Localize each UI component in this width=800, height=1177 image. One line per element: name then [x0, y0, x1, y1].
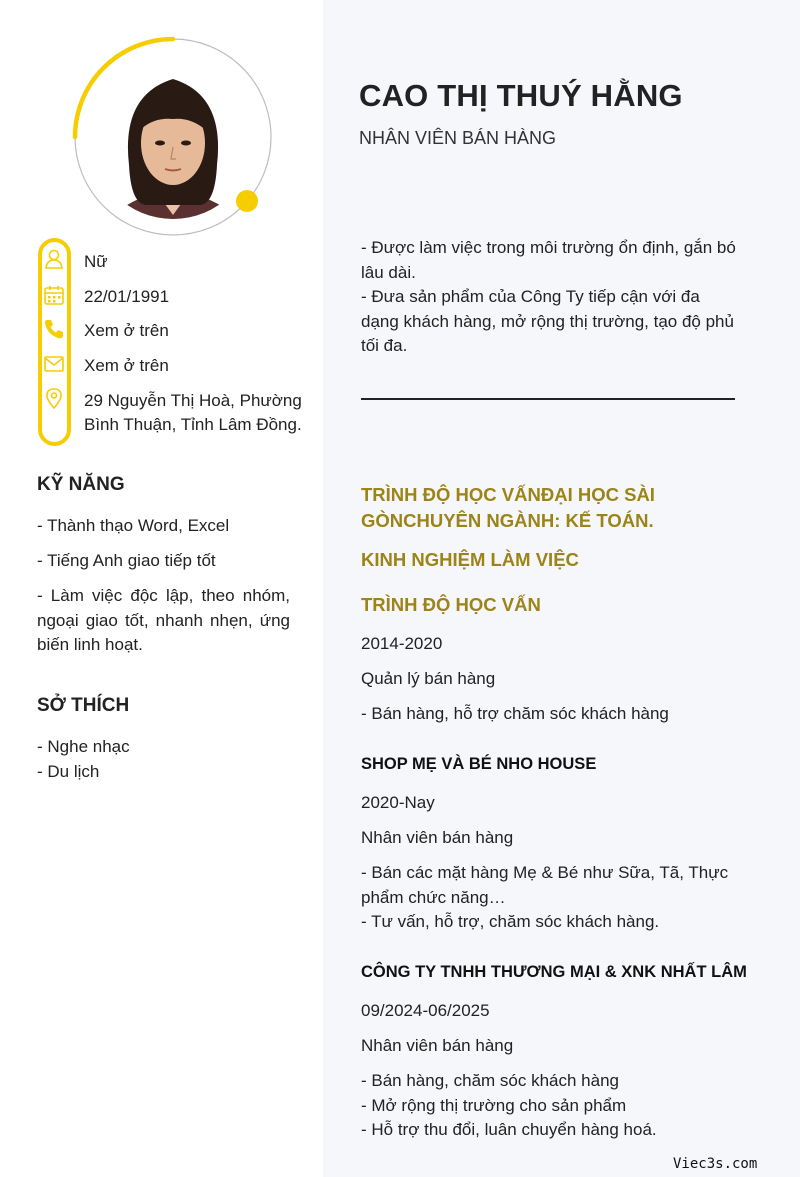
skill-item: - Làm việc độc lập, theo nhóm, ngoại giao tốt, nhanh nhẹn, ứng biến linh hoạt.: [37, 586, 290, 654]
candidate-name: CAO THỊ THUÝ HẰNG: [359, 78, 683, 113]
skill-item: - Tiếng Anh giao tiếp tốt: [37, 551, 216, 570]
entry-detail: - Hỗ trợ thu đổi, luân chuyển hàng hoá.: [361, 1120, 657, 1139]
location-pin-icon: [43, 387, 65, 409]
entry-position: Nhân viên bán hàng: [361, 1036, 514, 1055]
education-heading: TRÌNH ĐỘ HỌC VẤN: [361, 594, 541, 615]
divider: [361, 398, 735, 400]
phone-icon: [43, 318, 65, 340]
entry-details: [361, 861, 731, 935]
avatar: [72, 36, 274, 238]
entry-position: Quản lý bán hàng: [361, 669, 496, 688]
email-text: Xem ở trên: [84, 356, 169, 375]
hobby-item: - Du lịch: [37, 762, 100, 781]
birthday-text: 22/01/1991: [84, 287, 170, 306]
footer-watermark[interactable]: Viec3s.com: [673, 1156, 758, 1172]
address-line-2: Bình Thuận, Tỉnh Lâm Đồng.: [84, 415, 302, 434]
entry-detail: - Bán các mặt hàng Mẹ & Bé như Sữa, Tã, Thực phẩm chức năng…: [361, 863, 729, 907]
phone-text: Xem ở trên: [84, 321, 169, 340]
entry-period: 2014-2020: [361, 634, 443, 653]
entry-company: CÔNG TY TNHH THƯƠNG MẠI & XNK NHẤT LÂM: [361, 963, 747, 981]
entry-detail: - Tư vấn, hỗ trợ, chăm sóc khách hàng.: [361, 912, 660, 931]
entry-position: Nhân viên bán hàng: [361, 828, 514, 847]
address-line-1: 29 Nguyễn Thị Hoà, Phường: [84, 391, 302, 410]
entry-detail: - Bán hàng, hỗ trợ chăm sóc khách hàng: [361, 704, 669, 723]
entry-company: SHOP MẸ VÀ BÉ NHO HOUSE: [361, 755, 597, 773]
education-summary: TRÌNH ĐỘ HỌC VẤNĐẠI HỌC SÀI GÒNCHUYÊN NGÀNH: KẾ TOÁN.: [361, 484, 655, 531]
mail-icon: [43, 353, 65, 375]
entry-period: 09/2024-06/2025: [361, 1001, 490, 1020]
gender-text: Nữ: [84, 252, 108, 271]
objective-line: - Được làm việc trong môi trường ổn định, gắn bó lâu dài.: [361, 238, 736, 282]
entry-period: 2020-Nay: [361, 793, 435, 812]
skill-item: - Thành thạo Word, Excel: [37, 516, 230, 535]
entry-detail: - Bán hàng, chăm sóc khách hàng: [361, 1071, 619, 1090]
user-icon: [43, 248, 65, 270]
experience-heading: KINH NGHIỆM LÀM VIỆC: [361, 549, 579, 570]
entry-detail: - Mở rộng thị trường cho sản phẩm: [361, 1095, 627, 1115]
hobby-item: - Nghe nhạc: [37, 737, 130, 756]
objective-line: - Đưa sản phẩm của Công Ty tiếp cận với đa dạng khách hàng, mở rộng thị trường, tạo độ phủ tối đa.: [361, 287, 734, 355]
hobbies-heading: SỞ THÍCH: [37, 695, 130, 716]
calendar-icon: [43, 284, 65, 306]
profile-photo: [91, 55, 255, 219]
career-objective: [361, 236, 739, 359]
entry-details: [361, 1069, 741, 1143]
skills-heading: KỸ NĂNG: [37, 474, 125, 495]
candidate-role: NHÂN VIÊN BÁN HÀNG: [359, 128, 557, 148]
